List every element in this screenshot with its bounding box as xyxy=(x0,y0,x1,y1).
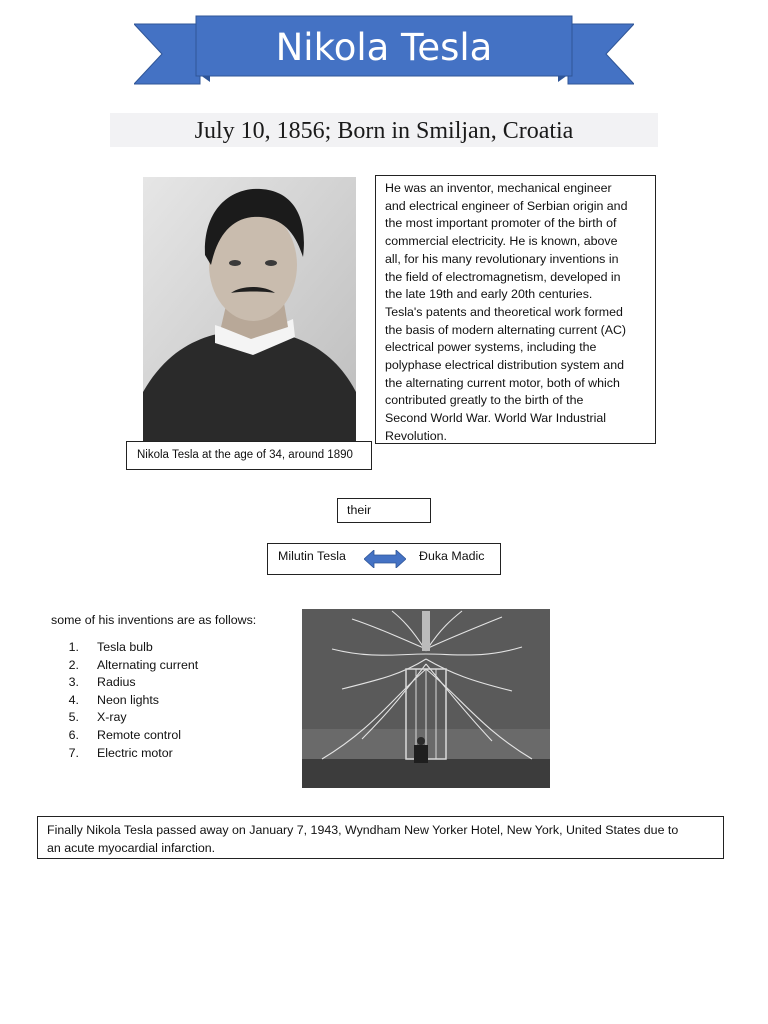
list-number: 2. xyxy=(68,657,79,672)
list-number: 1. xyxy=(68,640,79,654)
death-textbox xyxy=(37,816,724,859)
bio-line: commercial electricity. He is known, above xyxy=(385,234,618,249)
parents-box xyxy=(267,543,501,575)
list-number: 5. xyxy=(68,710,79,725)
mother-name: Đuka Madic xyxy=(419,549,485,563)
list-item xyxy=(51,727,198,745)
list-item xyxy=(51,692,198,710)
bio-line: Second World War. World War Industrial xyxy=(385,411,607,426)
bio-line: electrical power systems, including the xyxy=(385,340,597,355)
bio-line: polyphase electrical distribution system and xyxy=(385,358,624,373)
list-item xyxy=(51,639,198,657)
tesla-portrait-photo xyxy=(143,177,356,442)
list-label: Electric motor xyxy=(97,745,173,760)
death-line: Finally Nikola Tesla passed away on January 7, 1943, Wyndham New Yorker Hotel, New York, United States due to xyxy=(47,823,679,837)
bio-line: contributed greatly to the birth of the xyxy=(385,393,584,408)
page-title: Nikola Tesla xyxy=(275,26,493,69)
list-label: X-ray xyxy=(97,710,127,725)
list-number: 3. xyxy=(68,675,79,690)
bio-line: Revolution. xyxy=(385,428,447,443)
tesla-lab-photo xyxy=(302,609,550,788)
list-number: 4. xyxy=(68,692,79,707)
bio-line: Tesla's patents and theoretical work formed xyxy=(385,304,623,319)
list-number: 6. xyxy=(68,727,79,742)
bio-line: He was an inventor, mechanical engineer xyxy=(385,181,612,195)
list-label: Alternating current xyxy=(97,657,199,672)
bio-line: the field of electromagnetism, developed in xyxy=(385,269,621,284)
list-label: Remote control xyxy=(97,727,182,742)
bio-line: the alternating current motor, both of which xyxy=(385,375,620,390)
list-item xyxy=(51,674,198,692)
list-label: Neon lights xyxy=(97,692,159,707)
bio-line: the basis of modern alternating current (AC) xyxy=(385,322,627,337)
list-label: Tesla bulb xyxy=(97,640,153,654)
double-arrow-icon xyxy=(364,550,406,568)
bio-line: and electrical engineer of Serbian origin and xyxy=(385,198,628,213)
list-item xyxy=(51,745,198,763)
biography-textbox xyxy=(375,175,656,444)
list-item xyxy=(51,657,198,675)
inventions-intro: some of his inventions are as follows: xyxy=(51,613,257,627)
father-name: Milutin Tesla xyxy=(278,549,346,563)
bio-line: the late 19th and early 20th centuries. xyxy=(385,287,593,302)
parents-heading-box: their xyxy=(337,498,431,523)
list-label: Radius xyxy=(97,675,136,690)
birth-date-heading: July 10, 1856; Born in Smiljan, Croatia xyxy=(194,118,574,144)
list-number: 7. xyxy=(68,745,79,760)
death-line: an acute myocardial infarction. xyxy=(47,841,216,855)
bio-line: all, for his many revolutionary inventions in xyxy=(385,251,619,266)
portrait-caption: Nikola Tesla at the age of 34, around 1890 xyxy=(126,441,372,470)
bio-line: the most important promoter of the birth of xyxy=(385,216,617,231)
list-item xyxy=(51,709,198,727)
inventions-list xyxy=(51,639,198,762)
